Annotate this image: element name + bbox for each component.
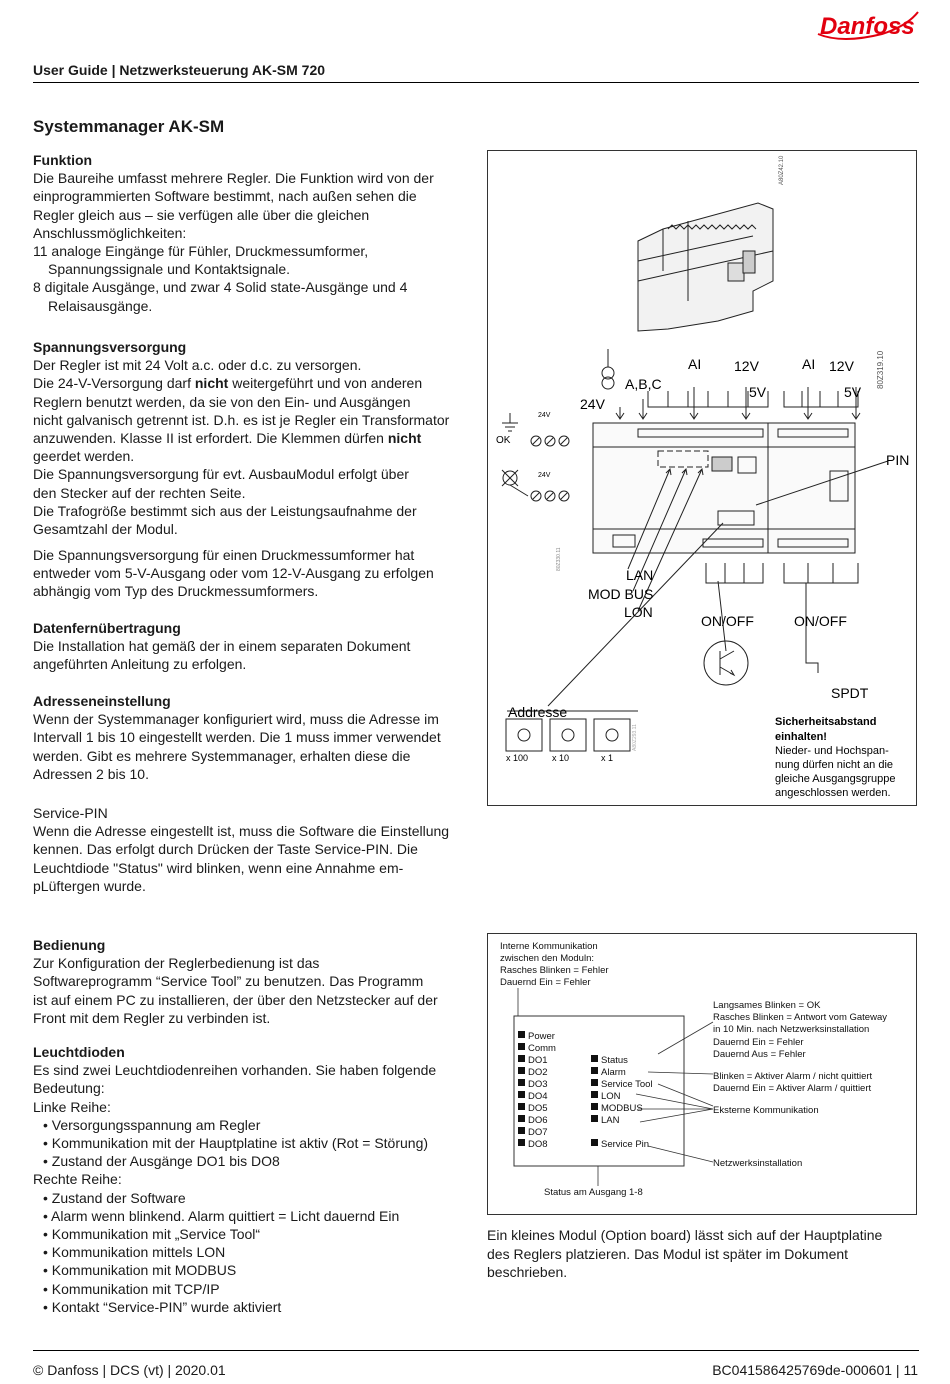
section-adresse — [33, 692, 473, 783]
led-service-tool: Service Tool — [601, 1079, 653, 1090]
label-x10: x 10 — [552, 753, 570, 763]
led-lon: LON — [601, 1091, 621, 1102]
led-do5: DO5 — [528, 1103, 548, 1114]
label-ai-2: AI — [802, 356, 816, 372]
caption-line: des Reglers platzieren. Das Modul ist später im Dokument — [487, 1245, 849, 1262]
status-note-5: Dauernd Aus = Fehler — [713, 1049, 806, 1060]
label-x100: x 100 — [506, 753, 529, 763]
text-line: Regler gleich aus – sie verfügen alle über die gleichen — [33, 206, 370, 223]
status-note-3: in 10 Min. nach Netzwerksinstallation — [713, 1024, 870, 1035]
text-line: Linke Reihe: — [33, 1098, 111, 1115]
text-line: angeführten Anleitung zu erfolgen. — [33, 656, 247, 673]
intern-3: Rasches Blinken = Fehler — [500, 965, 609, 976]
led-power: Power — [528, 1031, 555, 1042]
list-item: • Kommunikation mit der Hauptplatine ist aktiv (Rot = Störung) — [43, 1135, 429, 1152]
label-onoff-2: ON/OFF — [794, 613, 847, 629]
text-line: Spannungssignale und Kontaktsignale. — [48, 261, 291, 278]
text-line: 11 analoge Eingänge für Fühler, Druckmessumformer, — [33, 243, 369, 260]
section-daten — [33, 619, 473, 674]
section-bedienung — [33, 936, 473, 1027]
status-note-1: Langsames Blinken = OK — [713, 1000, 821, 1011]
intern-4: Dauernd Ein = Fehler — [500, 977, 591, 988]
led-do6: DO6 — [528, 1115, 548, 1126]
label-24v-b: 24V — [538, 472, 551, 479]
text-line: Relaisausgänge. — [48, 297, 153, 314]
list-item: • Versorgungsspannung am Regler — [43, 1116, 261, 1133]
label-lon: LON — [624, 604, 653, 620]
wiring-diagram — [488, 151, 918, 807]
heading-service-pin: Service-PIN — [33, 805, 108, 821]
heading-spannung: Spannungsversorgung — [33, 339, 187, 355]
text-line: anzuwenden. Klasse II ist erfordert. Die Klemmen dürfen nicht — [33, 430, 422, 447]
heading-adresse: Adresseneinstellung — [33, 693, 171, 709]
list-item: • Zustand der Ausgänge DO1 bis DO8 — [43, 1153, 280, 1170]
led-do7: DO7 — [528, 1127, 548, 1138]
text-line: abhängig vom Typ des Druckmessumformers. — [33, 583, 319, 600]
text-line: Es sind zwei Leuchtdiodenreihen vorhanden. Sie haben folgende — [33, 1062, 437, 1079]
section-funktion — [33, 151, 473, 315]
led-comm: Comm — [528, 1043, 556, 1054]
led-do3: DO3 — [528, 1079, 548, 1090]
status-note-4: Dauernd Ein = Fehler — [713, 1037, 804, 1048]
label-5v-1: 5V — [749, 384, 767, 400]
list-item: • Kommunikation mit TCP/IP — [43, 1280, 220, 1297]
text-line: geerdet werden. — [33, 448, 135, 465]
code-addr: A80Z293.11 — [632, 724, 638, 751]
warning-text-1: Nieder- und Hochspan- — [775, 745, 889, 757]
text-line: Zur Konfiguration der Reglerbedienung ist das — [33, 955, 320, 972]
text-line: Der Regler ist mit 24 Volt a.c. oder d.c. zu versorgen. — [33, 357, 362, 374]
led-legend-figure — [487, 933, 917, 1215]
text-line: Die Installation hat gemäß der in einem separaten Dokument — [33, 638, 411, 655]
extern-label: Eksterne Kommunikation — [713, 1105, 819, 1116]
list-item: • Zustand der Software — [43, 1189, 186, 1206]
wiring-diagram-figure — [487, 150, 917, 806]
led-alarm: Alarm — [601, 1067, 626, 1078]
intern-1: Interne Kommunikation — [500, 941, 598, 952]
code-left: 80Z330.11 — [556, 547, 562, 571]
heading-leds: Leuchtdioden — [33, 1044, 125, 1060]
text-line: Reglern benutzt werden, da sie von den Ein- und Ausgängen — [33, 393, 411, 410]
text-line: Bedeutung: — [33, 1080, 105, 1097]
text-line: Intervall 1 bis 10 eingestellt werden. Die 1 muss immer verwendet — [33, 729, 441, 746]
text-line: Die 24-V-Versorgung darf nicht weitergeführt und von anderen — [33, 375, 423, 392]
section-spannung-2 — [33, 546, 473, 601]
led-modbus: MODBUS — [601, 1103, 643, 1114]
text-line: pLüftergen wurde. — [33, 877, 146, 894]
status-out-label: Status am Ausgang 1-8 — [544, 1187, 643, 1198]
text-line: Die Baureihe umfasst mehrere Regler. Die Funktion wird von der — [33, 170, 434, 187]
warning-title-2: einhalten! — [775, 731, 827, 743]
list-item: • Kommunikation mittels LON — [43, 1244, 226, 1261]
code-mid: 80Z319.10 — [876, 350, 885, 389]
warning-text-3: gleiche Ausgangsgruppe — [775, 773, 896, 785]
section-spannung — [33, 338, 473, 538]
caption-line: beschrieben. — [487, 1264, 568, 1280]
text-line: Die Spannungsversorgung für evt. AusbauModul erfolgt über — [33, 466, 409, 483]
text-line: Anschlussmöglichkeiten: — [33, 224, 187, 241]
text-line: Leuchtdiode "Status" wird blinken, wenn eine Annahme em- — [33, 859, 404, 876]
text-line: Die Spannungsversorgung für einen Druckmessumformer hat — [33, 547, 415, 563]
led-do1: DO1 — [528, 1055, 548, 1066]
label-abc: A,B,C — [625, 376, 662, 392]
text-line: 8 digitale Ausgänge, und zwar 4 Solid state-Ausgänge und 4 — [33, 279, 408, 296]
document-header: User Guide | Netzwerksteuerung AK-SM 720 — [33, 62, 326, 78]
footer-left: © Danfoss | DCS (vt) | 2020.01 — [33, 1362, 226, 1378]
heading-bedienung: Bedienung — [33, 937, 106, 953]
section-service-pin — [33, 804, 473, 895]
code-top: A80Z42.10 — [779, 155, 785, 185]
list-item: • Kommunikation mit MODBUS — [43, 1262, 237, 1279]
led-service-pin: Service Pin — [601, 1139, 650, 1150]
text-line: Rechte Reihe: — [33, 1171, 122, 1188]
list-item: • Kommunikation mit „Service Tool“ — [43, 1226, 261, 1243]
heading-daten: Datenfernübertragung — [33, 620, 181, 636]
led-status: Status — [601, 1055, 628, 1066]
text-line: Wenn der Systemmanager konfiguriert wird, muss die Adresse im — [33, 711, 439, 728]
intern-2: zwischen den Moduln: — [500, 953, 594, 964]
header-rule — [33, 82, 919, 83]
label-spdt: SPDT — [831, 685, 869, 701]
text-line: Die Trafogröße bestimmt sich aus der Leistungsaufnahme der — [33, 502, 417, 519]
footer-rule — [33, 1350, 919, 1351]
warning-title-1: Sicherheitsabstand — [775, 716, 877, 728]
alarm-note-1: Blinken = Aktiver Alarm / nicht quittiert — [713, 1071, 873, 1082]
text-line: entweder vom 5-V-Ausgang oder vom 12-V-Ausgang zu erfolgen — [33, 565, 434, 582]
status-note-2: Rasches Blinken = Antwort vom Gateway — [713, 1012, 887, 1023]
text-line: den Stecker auf der rechten Seite. — [33, 484, 246, 501]
list-item: • Kontakt “Service-PIN” wurde aktiviert — [43, 1298, 282, 1315]
led-do4: DO4 — [528, 1091, 548, 1102]
warning-text-2: nung dürfen nicht an die — [775, 759, 894, 771]
left-led-list — [528, 1031, 556, 1150]
label-lan: LAN — [626, 567, 654, 583]
label-pin: PIN — [886, 452, 910, 468]
section-leds — [33, 1043, 473, 1316]
label-24v-a: 24V — [538, 412, 551, 419]
danfoss-logo — [812, 4, 922, 48]
text-line: Wenn die Adresse eingestellt ist, muss die Software die Einstellung — [33, 823, 450, 840]
text-line: Softwareprogramm “Service Tool” zu benutzen. Das Programm — [33, 973, 424, 990]
label-modbus: MOD BUS — [588, 586, 654, 602]
text-line: ist auf einem PC zu installieren, der über den Netzstecker auf der — [33, 991, 438, 1008]
right-led-list — [601, 1055, 653, 1150]
label-12v-1: 12V — [734, 358, 759, 374]
caption-line: Ein kleines Modul (Option board) lässt sich auf der Hauptplatine — [487, 1227, 883, 1243]
list-item: • Alarm wenn blinkend. Alarm quittiert = Licht dauernd Ein — [43, 1207, 400, 1224]
text-line: kennen. Das erfolgt durch Drücken der Taste Service-PIN. Die — [33, 841, 418, 858]
page-title: Systemmanager AK-SM — [33, 117, 225, 136]
text-line: einprogrammierten Software bestimmt, nach außen sehen die — [33, 188, 417, 205]
figure-caption — [487, 1226, 917, 1282]
text-line: nicht galvanisch getrennt ist. D.h. es ist je Regler ein Transformator — [33, 411, 450, 428]
heading-funktion: Funktion — [33, 152, 93, 168]
label-ai-1: AI — [688, 356, 702, 372]
led-lan: LAN — [601, 1115, 620, 1126]
footer-right: BC041586425769de-000601 | 11 — [712, 1362, 918, 1378]
led-do2: DO2 — [528, 1067, 548, 1078]
label-onoff-1: ON/OFF — [701, 613, 754, 629]
label-12v-2: 12V — [829, 358, 854, 374]
text-line: Adressen 2 bis 10. — [33, 765, 149, 782]
led-legend-diagram — [488, 934, 918, 1216]
label-ok: OK — [496, 435, 511, 446]
text-line: Gesamtzahl der Modul. — [33, 521, 178, 538]
logo-text: Danfoss — [820, 13, 915, 40]
alarm-note-2: Dauernd Ein = Aktiver Alarm / quittiert — [713, 1083, 872, 1094]
text-line: werden. Gibt es mehrere Systemmanager, erhalten diese die — [33, 747, 411, 764]
warning-text-4: angeschlossen werden. — [775, 787, 891, 799]
label-x1: x 1 — [601, 753, 614, 763]
netz-label: Netzwerksinstallation — [713, 1158, 803, 1169]
label-addresse: Addresse — [508, 704, 568, 720]
label-5v-2: 5V — [844, 384, 862, 400]
led-do8: DO8 — [528, 1139, 548, 1150]
text-line: Front mit dem Regler zu verbinden ist. — [33, 1009, 271, 1026]
label-24v: 24V — [580, 396, 605, 412]
